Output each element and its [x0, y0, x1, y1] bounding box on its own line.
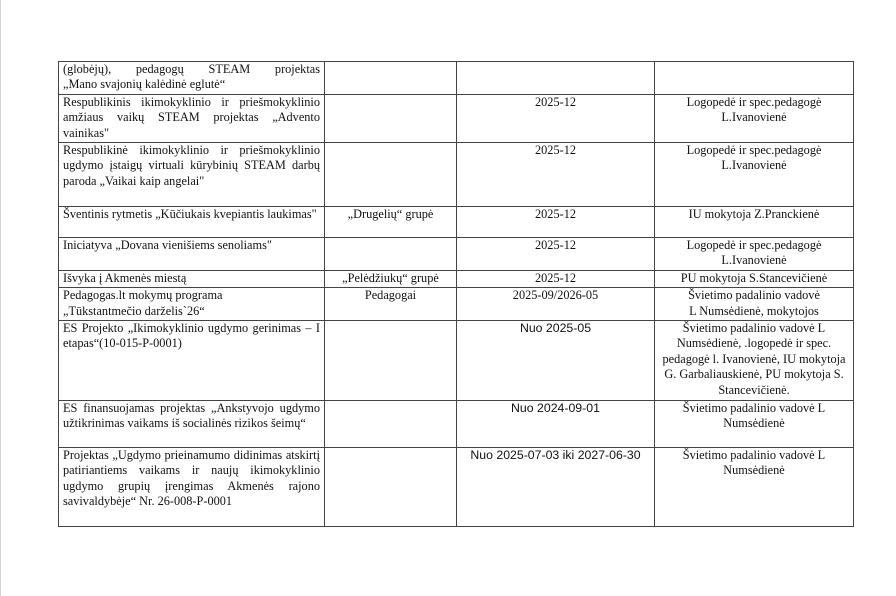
responsible-cell — [655, 401, 854, 448]
responsible-line: L.Ivanovienė — [721, 110, 787, 125]
responsible-cell — [655, 270, 854, 287]
responsible-line: Logopedė ir spec.pedagogė — [686, 94, 822, 109]
activity-cell: ES finansuojamas projektas „Ankstyvojo ugdymo užtikrinimas vaikams iš socialinės rizikos šeimų“ — [59, 401, 325, 448]
table-row — [59, 238, 854, 271]
table-row — [59, 321, 854, 401]
table-row — [59, 288, 854, 321]
page-edge — [0, 0, 1, 596]
date-cell: 2025-12 — [457, 94, 655, 142]
activities-table — [58, 61, 854, 527]
responsible-cell — [655, 62, 854, 95]
responsible-line: Švietimo padalinio vadovė L — [682, 448, 826, 463]
date-cell: 2025-12 — [457, 207, 655, 238]
table-row — [59, 207, 854, 238]
responsible-cell — [655, 238, 854, 271]
activity-cell: Šventinis rytmetis „Kūčiukais kvepiantis laukimas" — [59, 207, 325, 238]
table-row — [59, 143, 854, 207]
group-cell — [325, 143, 457, 207]
table-row — [59, 94, 854, 142]
responsible-line: PU mokytoja S.Stancevičienė — [680, 270, 828, 285]
responsible-cell — [655, 288, 854, 321]
table-row — [59, 448, 854, 527]
responsible-line: Numsėdienė — [723, 416, 785, 431]
responsible-line: Logopedė ir spec.pedagogė — [686, 143, 822, 158]
responsible-line: L.Ivanovienė — [721, 253, 787, 268]
responsible-line: Švietimo padalinio vadovė L Numsėdienė, .logopedė ir spec. pedagogė l. Ivanovienė, IU mokytoja G. Garbaliauskienė, PU mokytoja S. Stancevičienė. — [662, 321, 846, 397]
date-cell: Nuo 2025-07-03 iki 2027-06-30 — [457, 448, 655, 527]
responsible-line: Logopedė ir spec.pedagogė — [686, 238, 822, 253]
group-cell — [325, 94, 457, 142]
table-row — [59, 270, 854, 287]
activity-line: „Mano svajonių kalėdinė eglutė“ — [63, 77, 226, 92]
table-row — [59, 62, 854, 95]
date-cell: 2025-12 — [457, 238, 655, 271]
responsible-line: Švietimo padalinio vadovė — [688, 288, 820, 303]
group-cell — [325, 401, 457, 448]
activity-cell: Respublikinis ikimokyklinio ir priešmokyklinio amžiaus vaikų STEAM projektas „Advento vainikas" — [59, 94, 325, 142]
responsible-cell — [655, 321, 854, 401]
activity-cell — [59, 62, 325, 95]
group-cell: Pedagogai — [325, 288, 457, 321]
table-row — [59, 401, 854, 448]
activity-line: Pedagogas.lt mokymų programa — [63, 288, 223, 303]
date-cell: 2025-09/2026-05 — [457, 288, 655, 321]
activity-line: (globėjų), pedagogų STEAM projektas — [63, 62, 320, 76]
responsible-line: L Numsėdienė, mokytojos — [689, 303, 819, 318]
responsible-line: L.Ivanovienė — [721, 158, 787, 173]
activity-cell — [59, 288, 325, 321]
date-cell — [457, 62, 655, 95]
activity-cell: Respublikinė ikimokyklinio ir priešmokyklinio ugdymo įstaigų virtuali kūrybinių STEAM darbų paroda „Vaikai kaip angelai" — [59, 143, 325, 207]
group-cell: „Drugelių“ grupė — [325, 207, 457, 238]
responsible-line: IU mokytoja Z.Pranckienė — [688, 207, 820, 222]
group-cell — [325, 321, 457, 401]
activity-cell: Iniciatyva „Dovana vienišiems senoliams" — [59, 238, 325, 271]
responsible-cell — [655, 207, 854, 238]
group-cell — [325, 62, 457, 95]
activity-line: „Tūkstantmečio darželis`26“ — [63, 303, 205, 318]
activity-cell: Išvyka į Akmenės miestą — [59, 270, 325, 287]
date-cell: 2025-12 — [457, 143, 655, 207]
responsible-line: Numsėdienė — [723, 463, 785, 478]
responsible-cell — [655, 143, 854, 207]
activity-cell: ES Projekto „Ikimokyklinio ugdymo gerinimas – I etapas“(10-015-P-0001) — [59, 321, 325, 401]
group-cell — [325, 448, 457, 527]
responsible-cell — [655, 448, 854, 527]
activity-cell: Projektas „Ugdymo prieinamumo didinimas atskirtį patiriantiems vaikams ir naujų ikimokyklinio ugdymo grupių įrengimas Akmenės rajono savivaldybėje“ Nr. 26-008-P-0001 — [59, 448, 325, 527]
group-cell — [325, 238, 457, 271]
date-cell: 2025-12 — [457, 270, 655, 287]
group-cell: „Pelėdžiukų“ grupė — [325, 270, 457, 287]
date-cell: Nuo 2024-09-01 — [457, 401, 655, 448]
date-cell: Nuo 2025-05 — [457, 321, 655, 401]
responsible-line: Švietimo padalinio vadovė L — [682, 401, 826, 416]
responsible-cell — [655, 94, 854, 142]
